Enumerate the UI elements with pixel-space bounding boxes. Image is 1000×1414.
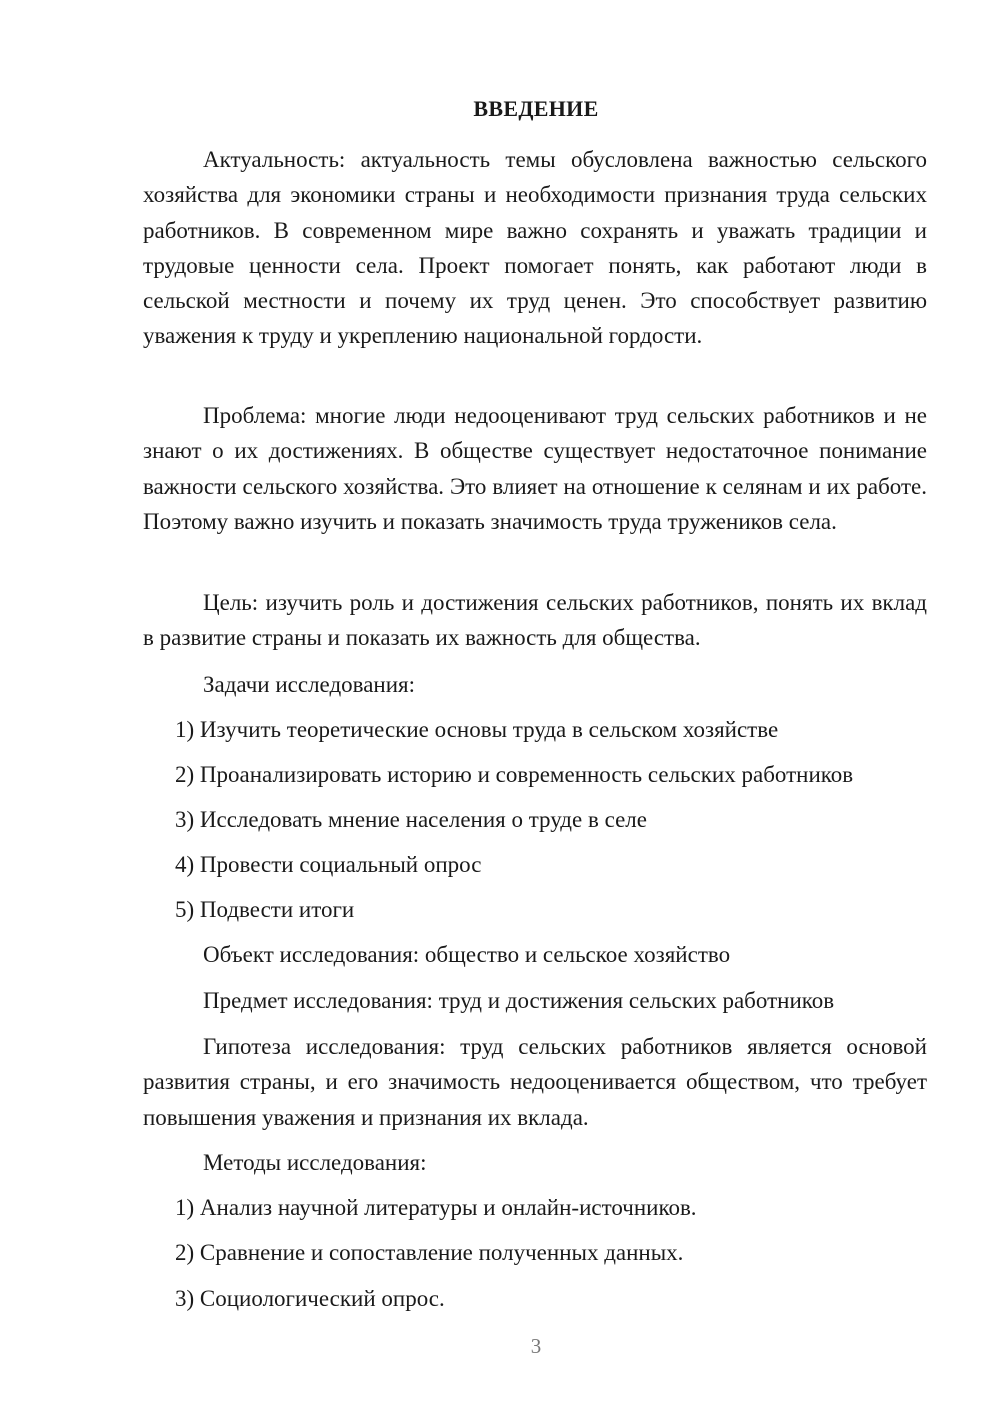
relevance-paragraph: Актуальность: актуальность темы обусловлена важностью сельского хозяйства для экономики страны и необходимости признания труда сельских работников. В современном мире важно сохранять и уважать традиции и трудовые ценности села. Проект помогает понять, как работают люди в сельской местности и почему их труд ценен. Это способствует развитию уважения к труду и укреплению национальной гордости. — [143, 147, 927, 349]
page-number: 3 — [530, 1334, 542, 1358]
task-item-3: 3) Исследовать мнение населения о труде в селе — [175, 807, 647, 832]
research-object: Объект исследования: общество и сельское хозяйство — [203, 942, 731, 967]
task-item-4: 4) Провести социальный опрос — [175, 852, 482, 877]
methods-heading: Методы исследования: — [203, 1150, 427, 1175]
page-title: ВВЕДЕНИЕ — [473, 96, 599, 121]
task-item-5: 5) Подвести итоги — [175, 897, 355, 922]
goal-paragraph-block — [143, 585, 927, 656]
method-item-3: 3) Социологический опрос. — [175, 1286, 445, 1311]
problem-paragraph-block — [143, 398, 927, 539]
relevance-paragraph-block — [143, 142, 927, 354]
hypothesis-paragraph-block — [143, 1029, 927, 1135]
hypothesis-paragraph: Гипотеза исследования: труд сельских работников является основой развития страны, и его значимость недооценивается обществом, что требует повышения уважения и признания их вклада. — [143, 1034, 927, 1130]
task-item-1: 1) Изучить теоретические основы труда в сельском хозяйстве — [175, 717, 779, 742]
method-item-2: 2) Сравнение и сопоставление полученных данных. — [175, 1240, 684, 1265]
goal-paragraph: Цель: изучить роль и достижения сельских работников, понять их вклад в развитие страны и показать их важность для общества. — [143, 590, 927, 651]
tasks-heading: Задачи исследования: — [203, 672, 416, 697]
research-subject: Предмет исследования: труд и достижения сельских работников — [203, 988, 835, 1013]
task-item-2: 2) Проанализировать историю и современность сельских работников — [175, 762, 854, 787]
method-item-1: 1) Анализ научной литературы и онлайн-источников. — [175, 1195, 697, 1220]
problem-paragraph: Проблема: многие люди недооценивают труд сельских работников и не знают о их достижениях. В обществе существует недостаточное понимание важности сельского хозяйства. Это влияет на отношение к селянам и их работе. Поэтому важно изучить и показать значимость труда тружеников села. — [143, 403, 927, 534]
